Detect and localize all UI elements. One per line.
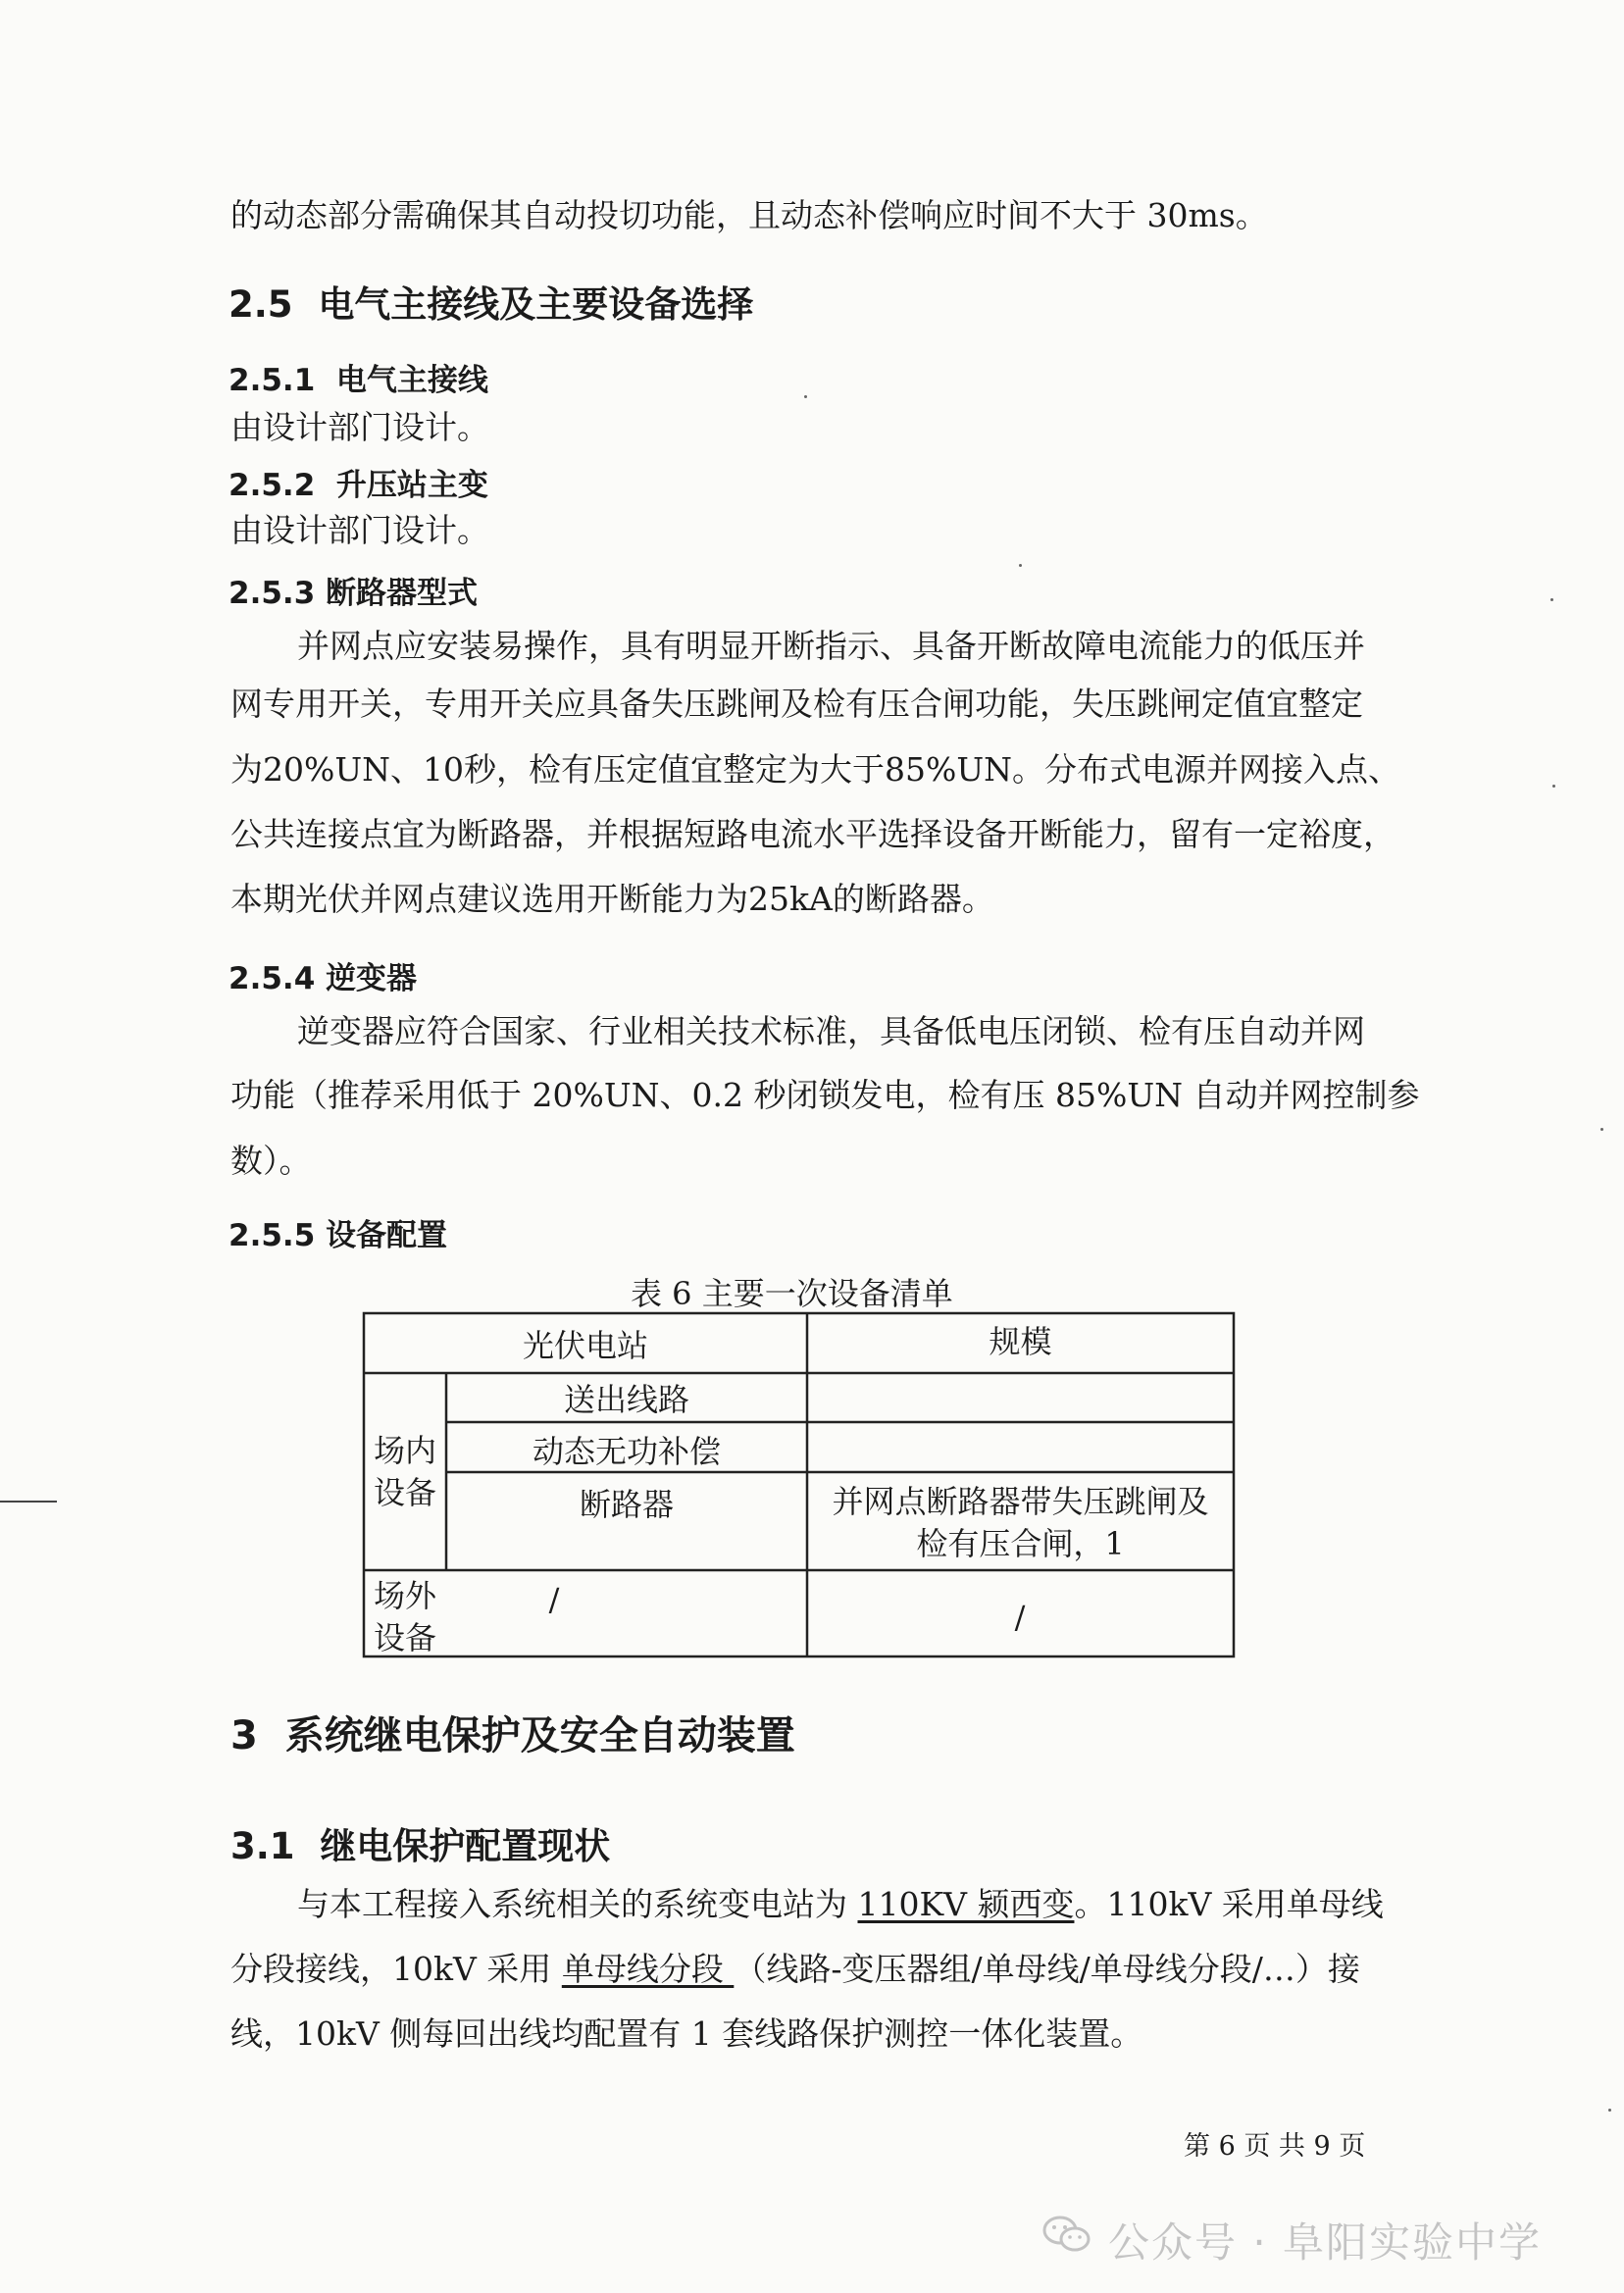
section-number: 2.5.4 [228, 961, 316, 996]
row-scale-line: 检有压合闸，1 [916, 1525, 1125, 1563]
group-label-line: 设备 [373, 1619, 436, 1657]
group-label-outside [364, 1575, 446, 1659]
header-station: 光伏电站 [522, 1327, 648, 1364]
row-scale [807, 1481, 1234, 1565]
scan-speck [1608, 2109, 1611, 2112]
paragraph-line: 网专用开关，专用开关应具备失压跳闸及检有压合闸功能，失压跳闸定值宜整定 [230, 685, 1363, 723]
text-run: 分段接线，10kV 采用 [230, 1950, 562, 1988]
watermark-text: 公众号 · 阜阳实验中学 [1108, 2218, 1543, 2267]
section-title: 升压站主变 [335, 468, 488, 503]
paragraph-line: 数）。 [230, 1142, 312, 1180]
section-title: 继电保护配置现状 [320, 1825, 611, 1867]
section-title: 电气主接线及主要设备选择 [318, 283, 754, 326]
section-title: 设备配置 [326, 1218, 448, 1253]
section-2-5-2-text: 由设计部门设计。 [230, 511, 489, 549]
text-run: 与本工程接入系统相关的系统变电站为 [297, 1885, 858, 1923]
group-label-line: 场外 [373, 1577, 436, 1614]
section-number: 2.5.1 [228, 363, 316, 398]
header-scale: 规模 [989, 1323, 1052, 1360]
underlined-fill-in: 110KV 颍西变 [857, 1885, 1075, 1923]
paragraph-line: 为20%UN、10秒，检有压定值宜整定为大于85%UN。分布式电源并网接入点、 [230, 750, 1401, 789]
scan-speck [1552, 785, 1555, 788]
paragraph-line: 线，10kV 侧每回出线均配置有 1 套线路保护测控一体化装置。 [230, 2014, 1143, 2053]
group-label-line: 设备 [373, 1474, 436, 1512]
outside-scale: / [1014, 1599, 1026, 1636]
scan-speck [804, 395, 807, 398]
scan-speck [1550, 598, 1553, 601]
section-number: 2.5.3 [228, 576, 316, 611]
section-title: 逆变器 [326, 961, 418, 996]
section-number: 2.5.5 [228, 1218, 316, 1253]
row-item: 送出线路 [563, 1381, 689, 1418]
section-title: 断路器型式 [326, 576, 479, 611]
paragraph-line: 并网点应安装易操作，具有明显开断指示、具备开断故障电流能力的低压并 [297, 627, 1365, 665]
outside-item: / [548, 1581, 560, 1618]
section-number: 3.1 [230, 1825, 295, 1867]
scan-speck [1600, 1128, 1603, 1131]
section-2-5-1-text: 由设计部门设计。 [230, 408, 489, 446]
row-item: 断路器 [579, 1486, 674, 1523]
paragraph-line: 公共连接点宜为断路器，并根据短路电流水平选择设备开断能力，留有一定裕度， [230, 815, 1396, 853]
section-number: 2.5 [228, 283, 293, 326]
paragraph-line [297, 1885, 1384, 1923]
row-scale-line: 并网点断路器带失压跳闸及 [832, 1483, 1209, 1520]
section-number: 2.5.2 [228, 468, 316, 503]
section-number: 3 [230, 1713, 258, 1758]
table-caption: 表 6 主要一次设备清单 [631, 1275, 953, 1312]
group-label-line: 场内 [373, 1432, 436, 1469]
paragraph-line: 逆变器应符合国家、行业相关技术标准，具备低电压闭锁、检有压自动并网 [297, 1012, 1365, 1050]
wechat-icon [1042, 2215, 1091, 2256]
paragraph-line [230, 1950, 1360, 1988]
paragraph-line: 本期光伏并网点建议选用开断能力为25kA的断路器。 [230, 880, 994, 918]
page-number: 第 6 页 共 9 页 [1184, 2131, 1366, 2162]
intro-line: 的动态部分需确保其自动投切功能，且动态补偿响应时间不大于 30ms。 [230, 196, 1268, 234]
group-label-inside [364, 1430, 446, 1514]
section-title: 电气主接线 [335, 363, 488, 398]
text-run: 。110kV 采用单母线 [1074, 1885, 1384, 1923]
underlined-fill-in: 单母线分段 [561, 1950, 735, 1988]
section-title: 系统继电保护及安全自动装置 [284, 1713, 795, 1758]
section-3-heading [230, 1705, 795, 1760]
scan-speck [1019, 564, 1022, 567]
text-run: （线路-变压器组/单母线/单母线分段/…）接 [734, 1950, 1360, 1988]
section-3-1-heading [230, 1816, 610, 1869]
scan-edge-mark [0, 1501, 57, 1503]
paragraph-line: 功能（推荐采用低于 20%UN、0.2 秒闭锁发电，检有压 85%UN 自动并网控制参 [230, 1076, 1420, 1114]
row-item: 动态无功补偿 [532, 1433, 721, 1470]
